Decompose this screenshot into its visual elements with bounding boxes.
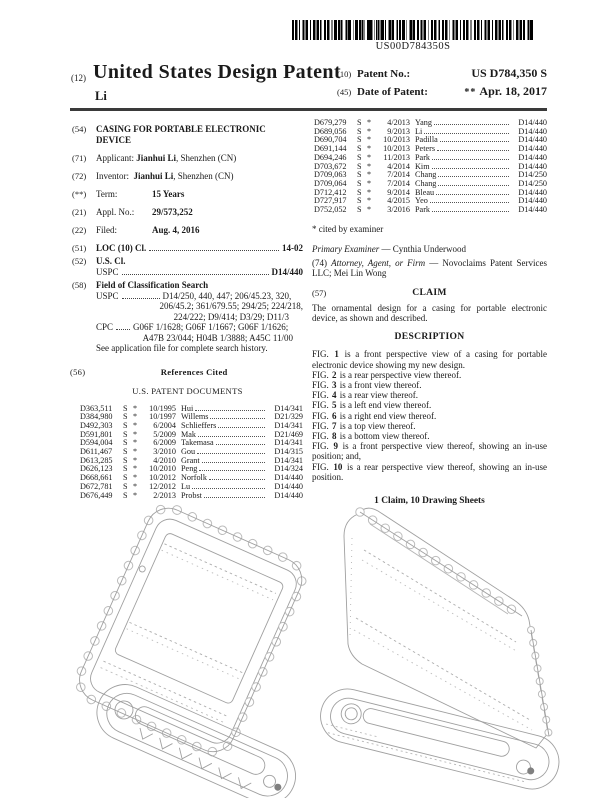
dot-leader bbox=[438, 176, 509, 177]
ref-star: * bbox=[367, 161, 372, 171]
figure-description-line bbox=[312, 349, 547, 369]
references-cited-heading bbox=[72, 367, 303, 378]
ref-date: 10/2012 bbox=[149, 473, 176, 483]
fig-text: is a rear view thereof. bbox=[337, 390, 418, 401]
ref-number: D626,123 bbox=[80, 464, 113, 474]
ref-class: D14/341 bbox=[274, 420, 303, 430]
ref-star: * bbox=[133, 447, 138, 457]
header-right-block bbox=[337, 66, 547, 102]
claim-text: The ornamental design for a casing for portable electronic device, as shown and described. bbox=[312, 302, 547, 323]
dot-leader bbox=[432, 211, 509, 212]
ref-class: D14/341 bbox=[274, 438, 303, 448]
dot-leader bbox=[149, 250, 279, 251]
uspc-value: D14/440 bbox=[271, 266, 303, 277]
header-divider bbox=[70, 108, 547, 111]
ref-name: Gou bbox=[181, 447, 196, 457]
fig-number: 10 bbox=[333, 461, 343, 472]
ref-number: D691,144 bbox=[314, 144, 347, 154]
uspc-classes-line: 206/45.2; 361/679.55; 294/25; 224/218, bbox=[159, 301, 303, 311]
date-value bbox=[464, 84, 547, 99]
ref-number: D690,704 bbox=[314, 135, 347, 145]
ref-class: D14/315 bbox=[274, 447, 303, 457]
ref-date: 11/2013 bbox=[383, 152, 410, 162]
ref-kind: S bbox=[357, 196, 362, 206]
references-cited-label: References Cited bbox=[160, 366, 228, 377]
ref-number: D672,781 bbox=[80, 481, 113, 491]
ref-kind: S bbox=[123, 447, 128, 457]
dot-leader bbox=[199, 470, 265, 471]
ref-class: D14/440 bbox=[518, 126, 547, 136]
applicant-location: , Shenzhen (CN) bbox=[176, 152, 237, 163]
field-term bbox=[72, 189, 303, 200]
inventor-label: Inventor: bbox=[96, 170, 129, 181]
ref-star: * bbox=[133, 473, 138, 483]
ref-class: D21/329 bbox=[274, 412, 303, 422]
claim-heading: CLAIM bbox=[412, 286, 447, 298]
ref-number: D709,063 bbox=[314, 170, 347, 180]
ref-number: D712,412 bbox=[314, 187, 347, 197]
primary-examiner-name: — Cynthia Underwood bbox=[379, 243, 466, 254]
ref-date: 4/2013 bbox=[387, 118, 410, 127]
ref-date: 10/1997 bbox=[149, 412, 176, 422]
dot-leader bbox=[202, 462, 265, 463]
ref-name: Hui bbox=[181, 403, 194, 413]
field-72-inventor bbox=[72, 171, 303, 182]
dot-leader bbox=[218, 427, 265, 428]
us-patent-documents-table-right bbox=[312, 119, 547, 215]
applicant-name: Jianhui Li bbox=[136, 152, 177, 163]
dot-leader bbox=[430, 202, 509, 203]
ref-class: D14/250 bbox=[518, 178, 547, 188]
ref-class: D14/440 bbox=[274, 473, 303, 483]
dot-leader bbox=[210, 418, 265, 419]
ref-kind: S bbox=[357, 205, 362, 215]
ref-number: D689,056 bbox=[314, 126, 347, 136]
ref-date: 3/2010 bbox=[153, 447, 176, 457]
date-text: Apr. 18, 2017 bbox=[479, 84, 547, 98]
ref-kind: S bbox=[123, 412, 128, 422]
field-58-classification-search bbox=[72, 280, 303, 354]
inventor-name: Jianhui Li bbox=[133, 170, 174, 181]
fig-text: is a rear perspective view thereof, showing an in-use position. bbox=[312, 461, 547, 482]
ref-number: D613,285 bbox=[80, 455, 113, 465]
field-tag: (54) bbox=[72, 124, 87, 134]
ref-kind: S bbox=[123, 473, 128, 483]
ref-kind: S bbox=[357, 187, 362, 197]
appl-no-label: Appl. No.: bbox=[96, 206, 135, 217]
ref-class: D14/440 bbox=[518, 118, 547, 127]
ref-kind: S bbox=[123, 403, 128, 413]
kind-code: (12) bbox=[71, 73, 86, 83]
ref-name: Park bbox=[415, 205, 431, 215]
figure-description-line bbox=[312, 431, 547, 441]
figure-description-line bbox=[312, 390, 547, 400]
ref-name: Park bbox=[415, 152, 431, 162]
ref-class: D21/469 bbox=[274, 429, 303, 439]
ref-date: 6/2009 bbox=[153, 438, 176, 448]
dot-leader bbox=[424, 133, 509, 134]
ref-date: 10/1995 bbox=[149, 403, 176, 413]
term-label: Term: bbox=[96, 188, 118, 199]
ref-star: * bbox=[367, 196, 372, 206]
barcode-text: US00D784350S bbox=[375, 41, 451, 52]
dot-leader bbox=[195, 410, 265, 411]
ref-number: D594,004 bbox=[80, 438, 113, 448]
uspc-classes-line: 224/222; D9/414; D3/29; D11/3 bbox=[173, 311, 289, 322]
figure-description-line bbox=[312, 380, 547, 390]
ref-number: D668,661 bbox=[80, 473, 113, 483]
ref-name: Schlieffers bbox=[181, 420, 217, 430]
ref-kind: S bbox=[357, 135, 362, 145]
field-54-title bbox=[72, 124, 303, 145]
date-tag: (45) bbox=[337, 87, 352, 97]
ref-name: Probst bbox=[181, 490, 202, 500]
field-tag: (52) bbox=[72, 256, 87, 266]
fig-prefix: FIG. bbox=[312, 400, 332, 411]
ref-name: Padilla bbox=[415, 135, 438, 145]
fig-number: 2 bbox=[332, 369, 337, 380]
field-tag: (57) bbox=[312, 287, 327, 298]
ref-star: * bbox=[133, 420, 138, 430]
ref-kind: S bbox=[357, 152, 362, 162]
field-tag: (71) bbox=[72, 152, 87, 163]
fig-number: 4 bbox=[332, 390, 337, 401]
figure-description-line bbox=[312, 411, 547, 421]
field-tag: (21) bbox=[72, 206, 87, 217]
dot-leader bbox=[434, 124, 509, 125]
cited-stars: ** bbox=[464, 87, 477, 98]
ref-kind: S bbox=[357, 126, 362, 136]
ref-star: * bbox=[133, 481, 138, 491]
fig-text: is a right end view thereof. bbox=[337, 410, 437, 421]
field-51-loc bbox=[72, 243, 303, 254]
ref-star: * bbox=[367, 178, 372, 188]
ref-kind: S bbox=[357, 170, 362, 180]
ref-name: Kim bbox=[415, 161, 430, 171]
ref-class: D14/440 bbox=[518, 135, 547, 145]
ref-number: D709,064 bbox=[314, 178, 347, 188]
claims-sheets-note: 1 Claim, 10 Drawing Sheets bbox=[374, 496, 485, 506]
ref-date: 4/2010 bbox=[153, 455, 176, 465]
figure-descriptions bbox=[312, 349, 547, 482]
ref-kind: S bbox=[357, 178, 362, 188]
ref-kind: S bbox=[123, 455, 128, 465]
ref-date: 12/2012 bbox=[149, 481, 176, 491]
claim-heading-row bbox=[312, 288, 547, 298]
ref-star: * bbox=[367, 170, 372, 180]
fig-prefix: FIG. bbox=[312, 441, 333, 452]
ref-class: D14/440 bbox=[518, 161, 547, 171]
invention-title: CASING FOR PORTABLE ELECTRONIC DEVICE bbox=[96, 124, 266, 145]
left-column bbox=[72, 124, 303, 500]
attorney-line bbox=[312, 258, 547, 278]
fig-number: 5 bbox=[332, 400, 337, 411]
ref-date: 2/2013 bbox=[153, 490, 176, 500]
ref-star: * bbox=[133, 412, 138, 422]
ref-class: D14/440 bbox=[518, 196, 547, 206]
dot-leader bbox=[437, 150, 509, 151]
fig-prefix: FIG. bbox=[312, 410, 332, 421]
cpc-classes-line: A47B 23/044; H04B 1/3888; A45C 11/00 bbox=[142, 332, 293, 343]
field-tag: (**) bbox=[72, 188, 87, 199]
ref-class: D14/250 bbox=[518, 170, 547, 180]
ref-kind: S bbox=[357, 144, 362, 154]
cited-by-examiner-note: * cited by examiner bbox=[312, 223, 384, 234]
fig-text: is a rear perspective view thereof. bbox=[337, 369, 462, 380]
ref-star: * bbox=[367, 152, 372, 162]
ref-star: * bbox=[367, 135, 372, 145]
ref-number: D703,672 bbox=[314, 161, 347, 171]
date-label: Date of Patent: bbox=[357, 86, 428, 98]
table-row bbox=[312, 206, 547, 215]
fig-text: is a bottom view thereof. bbox=[337, 430, 430, 441]
appl-no-value: 29/573,252 bbox=[152, 206, 193, 217]
attorney-name: — Novoclaims Patent Services LLC; Mei Lin Wong bbox=[312, 258, 548, 279]
field-tag: (74) bbox=[312, 258, 332, 269]
uspc-search-label: USPC bbox=[96, 290, 119, 301]
ref-name: Chang bbox=[415, 178, 437, 188]
table-row bbox=[312, 119, 547, 128]
cpc-search-label: CPC bbox=[96, 322, 114, 332]
ref-number: D591,801 bbox=[80, 429, 113, 439]
figure-description-line bbox=[312, 441, 547, 461]
patent-no-value: US D784,350 S bbox=[471, 66, 547, 80]
dot-leader bbox=[440, 141, 509, 142]
us-patent-documents-heading: U.S. PATENT DOCUMENTS bbox=[132, 386, 243, 396]
fig-prefix: FIG. bbox=[312, 461, 333, 472]
ref-class: D14/440 bbox=[274, 481, 303, 491]
ref-date: 5/2009 bbox=[153, 429, 176, 439]
fig-prefix: FIG. bbox=[312, 349, 334, 360]
dot-leader bbox=[192, 488, 265, 489]
ref-kind: S bbox=[123, 490, 128, 500]
ref-number: D694,246 bbox=[314, 152, 347, 162]
ref-class: D14/341 bbox=[274, 455, 303, 465]
dot-leader bbox=[116, 322, 130, 330]
ref-star: * bbox=[133, 429, 138, 439]
ref-star: * bbox=[367, 144, 372, 154]
fig-text: is a front perspective view of a casing for portable electronic device showing my new design. bbox=[312, 349, 547, 370]
ref-number: D752,052 bbox=[314, 205, 347, 215]
fig-text: is a left end view thereof. bbox=[337, 400, 432, 411]
ref-name: Mak bbox=[181, 429, 197, 439]
ref-number: D679,279 bbox=[314, 118, 347, 127]
fig-prefix: FIG. bbox=[312, 369, 332, 380]
ref-kind: S bbox=[123, 481, 128, 491]
fig-text: is a front perspective view thereof, showing an in-use position; and, bbox=[312, 441, 547, 462]
right-column bbox=[312, 119, 547, 506]
ref-kind: S bbox=[357, 161, 362, 171]
figure-description-line bbox=[312, 400, 547, 410]
date-of-patent-line bbox=[337, 84, 547, 99]
fig-text: is a top view thereof. bbox=[337, 420, 416, 431]
field-tag: (51) bbox=[72, 242, 87, 253]
dot-leader bbox=[209, 479, 265, 480]
dot-leader bbox=[122, 274, 269, 275]
ref-name: Peng bbox=[181, 464, 198, 474]
field-tag: (72) bbox=[72, 170, 87, 181]
loc-label: LOC (10) Cl. bbox=[96, 242, 147, 253]
ref-star: * bbox=[367, 126, 372, 136]
inventor-surname: Li bbox=[95, 89, 107, 103]
ref-number: D611,467 bbox=[80, 447, 113, 457]
loc-value: 14-02 bbox=[282, 242, 303, 253]
uspc-label: USPC bbox=[96, 266, 119, 277]
dot-leader bbox=[122, 291, 160, 299]
ref-class: D14/341 bbox=[274, 403, 303, 413]
ref-date: 4/2015 bbox=[387, 196, 410, 206]
fig-number: 7 bbox=[332, 420, 337, 431]
inventor-location: , Shenzhen (CN) bbox=[173, 170, 234, 181]
figure-description-line bbox=[312, 421, 547, 431]
ref-date: 10/2013 bbox=[383, 144, 410, 154]
fig-prefix: FIG. bbox=[312, 420, 332, 431]
filed-label: Filed: bbox=[96, 224, 118, 235]
ref-name: Grant bbox=[181, 455, 200, 465]
uspc-classes-line: D14/250, 440, 447; 206/45.23, 320, bbox=[162, 290, 292, 301]
ref-name: Bleau bbox=[415, 187, 435, 197]
ref-kind: S bbox=[357, 118, 362, 127]
fig-number: 9 bbox=[333, 441, 338, 452]
us-cl-label: U.S. Cl. bbox=[96, 256, 126, 266]
field-71-applicant bbox=[72, 153, 303, 164]
ref-name: Yang bbox=[415, 118, 432, 127]
fig-prefix: FIG. bbox=[312, 379, 332, 390]
ref-date: 10/2010 bbox=[149, 464, 176, 474]
fig-prefix: FIG. bbox=[312, 390, 332, 401]
fig-text: is a front view thereof. bbox=[337, 379, 422, 390]
ref-class: D14/324 bbox=[274, 464, 303, 474]
ref-date: 9/2014 bbox=[387, 187, 410, 197]
fig-number: 1 bbox=[334, 349, 339, 360]
ref-name: Yeo bbox=[415, 196, 428, 206]
ref-date: 3/2016 bbox=[387, 205, 410, 215]
ref-name: Lu bbox=[181, 481, 191, 491]
field-21-appl-no bbox=[72, 207, 303, 218]
ref-date: 6/2004 bbox=[153, 420, 176, 430]
figure-rear-perspective-drawing bbox=[300, 498, 580, 798]
ref-date: 4/2014 bbox=[387, 161, 410, 171]
classification-search-label: Field of Classification Search bbox=[96, 280, 209, 290]
dot-leader bbox=[438, 185, 509, 186]
ref-date: 7/2014 bbox=[387, 178, 410, 188]
ref-star: * bbox=[133, 464, 138, 474]
ref-class: D14/440 bbox=[274, 490, 303, 500]
ref-class: D14/440 bbox=[518, 144, 547, 154]
ref-number: D492,303 bbox=[80, 420, 113, 430]
term-value: 15 Years bbox=[152, 188, 185, 199]
ref-name: Chang bbox=[415, 170, 437, 180]
patent-number-line bbox=[337, 66, 547, 81]
dot-leader bbox=[198, 436, 265, 437]
ref-kind: S bbox=[123, 438, 128, 448]
ref-star: * bbox=[133, 490, 138, 500]
table-row bbox=[312, 189, 547, 198]
ref-kind: S bbox=[123, 429, 128, 439]
patent-no-label: Patent No.: bbox=[357, 68, 411, 80]
ref-star: * bbox=[133, 438, 138, 448]
ref-number: D363,511 bbox=[80, 403, 113, 413]
ref-star: * bbox=[133, 403, 138, 413]
figure-description-line bbox=[312, 370, 547, 380]
dot-leader bbox=[216, 444, 265, 445]
barcode bbox=[292, 20, 534, 40]
fig-number: 8 bbox=[332, 430, 337, 441]
ref-class: D14/440 bbox=[518, 205, 547, 215]
ref-star: * bbox=[133, 455, 138, 465]
ref-date: 7/2014 bbox=[387, 170, 410, 180]
ref-date: 10/2013 bbox=[383, 135, 410, 145]
filed-value: Aug. 4, 2016 bbox=[152, 224, 200, 235]
page-title: United States Design Patent bbox=[93, 61, 342, 83]
ref-class: D14/440 bbox=[518, 187, 547, 197]
fig-number: 3 bbox=[332, 379, 337, 390]
ref-number: D384,980 bbox=[80, 412, 113, 422]
dot-leader bbox=[436, 194, 509, 195]
figure-description-line bbox=[312, 462, 547, 482]
ref-kind: S bbox=[123, 420, 128, 430]
fig-number: 6 bbox=[332, 410, 337, 421]
ref-number: D727,917 bbox=[314, 196, 347, 206]
ref-kind: S bbox=[123, 464, 128, 474]
patent-no-tag: (10) bbox=[337, 69, 352, 79]
field-52-us-cl bbox=[72, 256, 303, 277]
ref-name: Norfolk bbox=[181, 473, 207, 483]
ref-name: Peters bbox=[415, 144, 436, 154]
field-22-filed bbox=[72, 225, 303, 236]
ref-star: * bbox=[367, 187, 372, 197]
dot-leader bbox=[432, 159, 509, 160]
cpc-classes-line: G06F 1/1628; G06F 1/1667; G06F 1/1626; bbox=[133, 322, 289, 332]
ref-name: Willems bbox=[181, 412, 209, 422]
ref-star: * bbox=[367, 205, 372, 215]
ref-name: Takemasa bbox=[181, 438, 214, 448]
figure-front-perspective-drawing bbox=[62, 498, 312, 798]
ref-name: Li bbox=[415, 126, 423, 136]
fig-prefix: FIG. bbox=[312, 430, 332, 441]
attorney-label: Attorney, Agent, or Firm bbox=[331, 258, 426, 269]
dot-leader bbox=[432, 168, 509, 169]
ref-date: 9/2013 bbox=[387, 126, 410, 136]
field-tag: (58) bbox=[72, 280, 87, 290]
us-patent-documents-table-left bbox=[72, 405, 303, 501]
search-history-note: See application file for complete search history. bbox=[96, 343, 268, 353]
ref-star: * bbox=[367, 118, 372, 127]
primary-examiner-label: Primary Examiner bbox=[312, 243, 380, 254]
field-tag: (22) bbox=[72, 224, 87, 235]
description-heading: DESCRIPTION bbox=[394, 331, 465, 343]
dot-leader bbox=[197, 453, 265, 454]
ref-number: D676,449 bbox=[80, 490, 113, 500]
ref-class: D14/440 bbox=[518, 152, 547, 162]
field-tag: (56) bbox=[70, 366, 86, 377]
applicant-label: Applicant: bbox=[96, 152, 134, 163]
primary-examiner-line bbox=[312, 244, 547, 254]
